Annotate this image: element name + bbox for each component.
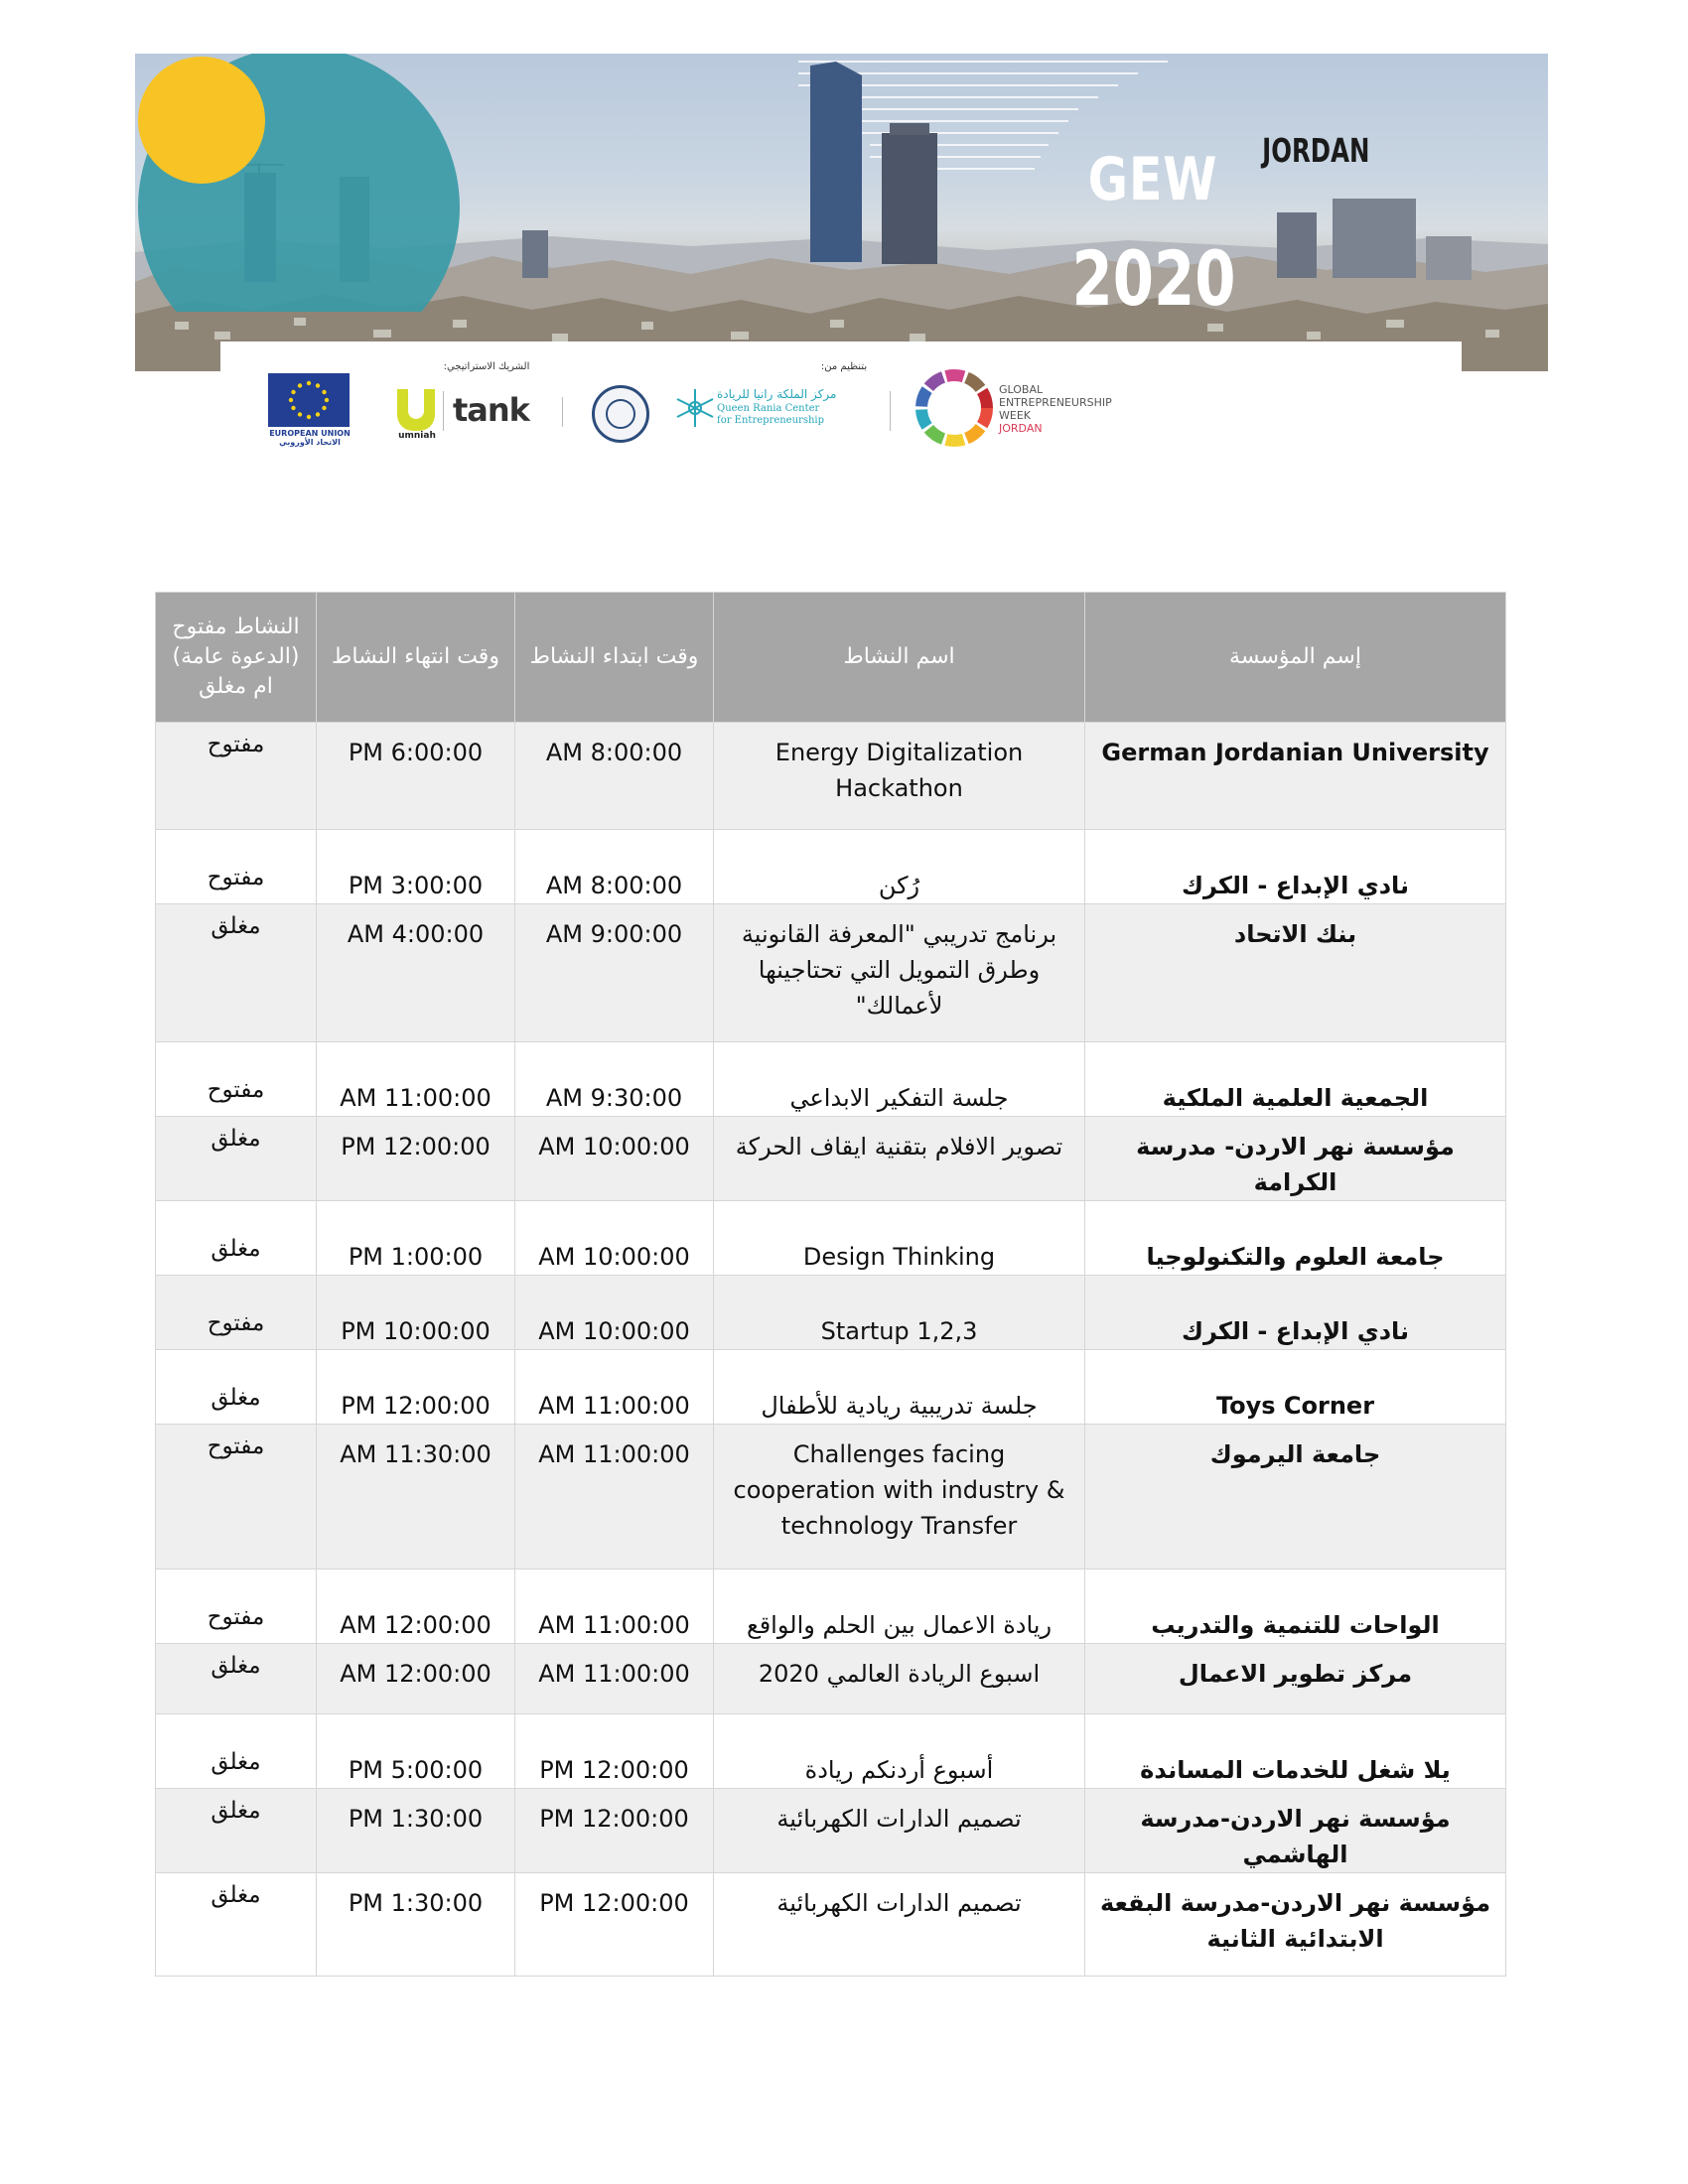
jordan-label: JORDAN — [1262, 131, 1370, 170]
table-row — [156, 904, 1506, 1042]
cell-end: 12:00:00 PM — [317, 1350, 515, 1425]
cell-institution: الجمعية العلمية الملكية — [1085, 1042, 1506, 1117]
cell-end: 1:00:00 PM — [317, 1201, 515, 1276]
cell-institution: يلا شغل للخدمات المساندة — [1085, 1714, 1506, 1789]
gew-year: 2020 — [1071, 234, 1236, 323]
table-row — [156, 1276, 1506, 1350]
cell-activity: جلسة التفكير الابداعي — [714, 1042, 1085, 1117]
gew-logo-line-3: WEEK — [999, 409, 1031, 422]
cell-end: 5:00:00 PM — [317, 1714, 515, 1789]
cell-end: 10:00:00 PM — [317, 1276, 515, 1350]
cell-activity: رُكن — [714, 830, 1085, 904]
cell-activity: Design Thinking — [714, 1201, 1085, 1276]
cell-institution: مؤسسة نهر الاردن- مدرسة الكرامة — [1085, 1117, 1506, 1201]
eu-stars-icon — [268, 373, 350, 427]
logo-divider — [562, 397, 563, 427]
header-status: النشاط مفتوح (الدعوة عامة) ام مغلق — [156, 593, 317, 723]
eu-caption-en: EUROPEAN UNION — [269, 429, 351, 438]
cell-start: 8:00:00 AM — [515, 830, 714, 904]
eu-caption-ar: الاتحاد الأوروبي — [279, 438, 341, 447]
cell-start: 10:00:00 AM — [515, 1201, 714, 1276]
cell-start: 9:30:00 AM — [515, 1042, 714, 1117]
table-row — [156, 1350, 1506, 1425]
qrc-star-icon — [675, 385, 715, 431]
gew-title: GEW — [1087, 145, 1218, 214]
cell-activity: تصميم الدارات الكهربائية — [714, 1789, 1085, 1873]
table-row — [156, 1425, 1506, 1570]
cell-activity: اسبوع الريادة العالمي 2020 — [714, 1644, 1085, 1714]
cell-end: 11:00:00 AM — [317, 1042, 515, 1117]
cell-activity: Challenges facing cooperation with industry & technology Transfer — [714, 1425, 1085, 1570]
cell-institution: نادي الإبداع - الكرك — [1085, 830, 1506, 904]
cell-status: مفتوح — [156, 1570, 317, 1644]
cell-status: مغلق — [156, 1873, 317, 1977]
cell-end: 12:00:00 PM — [317, 1117, 515, 1201]
tank-logo: tank — [453, 391, 529, 429]
cell-institution: الواحات للتنمية والتدريب — [1085, 1570, 1506, 1644]
gew-logo-text — [999, 383, 1148, 435]
cell-activity: 1,2,3 Startup — [714, 1276, 1085, 1350]
eu-caption — [260, 429, 359, 447]
seal-inner-ring — [606, 399, 635, 429]
header-institution: إسم المؤسسة — [1085, 593, 1506, 723]
cell-activity: تصميم الدارات الكهربائية — [714, 1873, 1085, 1977]
jordan-yellow-circle — [135, 54, 268, 187]
cell-start: 11:00:00 AM — [515, 1644, 714, 1714]
cell-start: 11:00:00 AM — [515, 1570, 714, 1644]
organized-by-label: بتنظيم من: — [820, 361, 868, 372]
cell-status: مفتوح — [156, 830, 317, 904]
activities-table — [155, 592, 1506, 1977]
header-start-time: وقت ابتداء النشاط — [515, 593, 714, 723]
table-row — [156, 1789, 1506, 1873]
cell-start: 8:00:00 AM — [515, 723, 714, 830]
cell-institution: مؤسسة نهر الاردن-مدرسة الهاشمي — [1085, 1789, 1506, 1873]
cell-end: 1:30:00 PM — [317, 1873, 515, 1977]
gew-logo-line-1: GLOBAL — [999, 383, 1044, 396]
cell-start: 12:00:00 PM — [515, 1714, 714, 1789]
table-header-row — [156, 593, 1506, 723]
qrc-en-line-2: for Entrepreneurship — [717, 415, 824, 426]
eu-flag-logo — [268, 373, 350, 427]
cell-activity: أسبوع أردنكم ريادة — [714, 1714, 1085, 1789]
cell-start: 10:00:00 AM — [515, 1276, 714, 1350]
cell-status: مغلق — [156, 1644, 317, 1714]
cell-start: 11:00:00 AM — [515, 1425, 714, 1570]
gew-color-ring-icon — [914, 367, 995, 449]
strategic-partner-label: الشريك الاستراتيجي: — [443, 361, 530, 372]
cell-activity: تصوير الافلام بتقنية ايقاف الحركة — [714, 1117, 1085, 1201]
cell-status: مفتوح — [156, 723, 317, 830]
cell-status: مغلق — [156, 1117, 317, 1201]
cell-status: مغلق — [156, 1201, 317, 1276]
table-row — [156, 1714, 1506, 1789]
cell-end: 6:00:00 PM — [317, 723, 515, 830]
cell-status: مفتوح — [156, 1425, 317, 1570]
cell-status: مفتوح — [156, 1276, 317, 1350]
cell-start: 9:00:00 AM — [515, 904, 714, 1042]
cell-status: مغلق — [156, 1714, 317, 1789]
cell-end: 3:00:00 PM — [317, 830, 515, 904]
header-activity: اسم النشاط — [714, 593, 1085, 723]
umniah-logo-text: umniah — [398, 431, 436, 441]
table-row — [156, 1570, 1506, 1644]
cell-institution: نادي الإبداع - الكرك — [1085, 1276, 1506, 1350]
gew-logo-line-2: ENTREPRENEURSHIP — [999, 396, 1112, 409]
cell-institution: بنك الاتحاد — [1085, 904, 1506, 1042]
cell-end: 12:00:00 AM — [317, 1644, 515, 1714]
table-row — [156, 1644, 1506, 1714]
cell-institution: مؤسسة نهر الاردن-مدرسة البقعة الابتدائية الثانية — [1085, 1873, 1506, 1977]
table-row — [156, 1201, 1506, 1276]
cell-status: مغلق — [156, 1789, 317, 1873]
cell-end: 4:00:00 AM — [317, 904, 515, 1042]
cell-institution: جامعة اليرموك — [1085, 1425, 1506, 1570]
table-row — [156, 1873, 1506, 1977]
cell-end: 12:00:00 AM — [317, 1570, 515, 1644]
cell-status: مغلق — [156, 1350, 317, 1425]
table-row — [156, 1042, 1506, 1117]
cell-activity: ريادة الاعمال بين الحلم والواقع — [714, 1570, 1085, 1644]
logo-divider — [443, 391, 444, 431]
cell-institution: German Jordanian University — [1085, 723, 1506, 830]
cell-activity: Energy Digitalization Hackathon — [714, 723, 1085, 830]
qrc-arabic-name: مركز الملكة رانيا للريادة — [717, 387, 837, 401]
cell-status: مفتوح — [156, 1042, 317, 1117]
cell-start: 12:00:00 PM — [515, 1789, 714, 1873]
gew-logo-line-4: JORDAN — [999, 422, 1043, 435]
qrc-english-name — [717, 403, 876, 427]
cell-end: 1:30:00 PM — [317, 1789, 515, 1873]
cell-institution: جامعة العلوم والتكنولوجيا — [1085, 1201, 1506, 1276]
umniah-u-inner — [408, 389, 424, 419]
header-end-time: وقت انتهاء النشاط — [317, 593, 515, 723]
cell-start: 10:00:00 AM — [515, 1117, 714, 1201]
cell-start: 12:00:00 PM — [515, 1873, 714, 1977]
table-row — [156, 1117, 1506, 1201]
cell-activity: برنامج تدريبي "المعرفة القانونية وطرق التمويل التي تحتاجينها لأعمالك" — [714, 904, 1085, 1042]
cell-start: 11:00:00 AM — [515, 1350, 714, 1425]
logo-divider — [890, 391, 891, 431]
cell-activity: جلسة تدريبية ريادية للأطفال — [714, 1350, 1085, 1425]
qrc-en-line-1: Queen Rania Center — [717, 403, 820, 414]
cell-institution: Toys Corner — [1085, 1350, 1506, 1425]
city-skyline-photo — [135, 54, 1548, 371]
table-row — [156, 723, 1506, 830]
table-row — [156, 830, 1506, 904]
cell-end: 11:30:00 AM — [317, 1425, 515, 1570]
cell-institution: مركز تطوير الاعمال — [1085, 1644, 1506, 1714]
cell-status: مغلق — [156, 904, 317, 1042]
